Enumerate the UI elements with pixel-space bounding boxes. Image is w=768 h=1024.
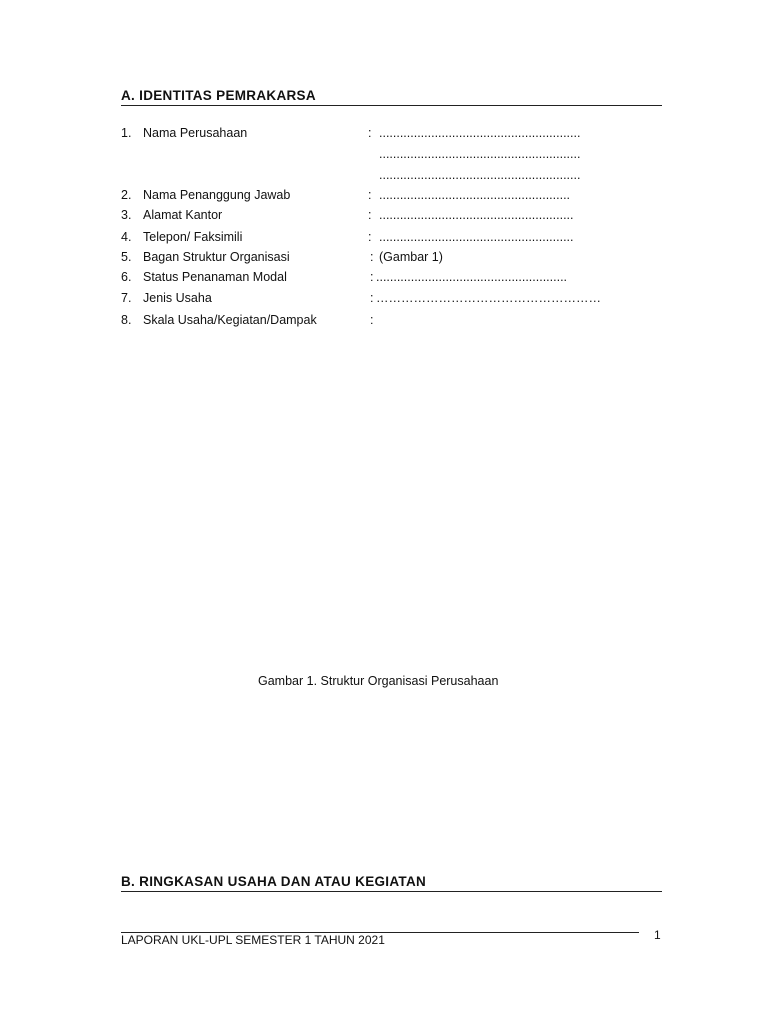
field-label: Skala Usaha/Kegiatan/Dampak: [143, 313, 317, 327]
field-number: 2.: [121, 188, 132, 202]
field-value: .......................................................: [376, 270, 568, 284]
field-label: Nama Perusahaan: [143, 126, 248, 140]
field-label: Alamat Kantor: [143, 208, 223, 222]
field-number: 1.: [121, 126, 132, 140]
field-value: ........................................................: [379, 208, 574, 222]
field-colon: :: [370, 270, 374, 284]
field-colon: :: [368, 208, 372, 222]
section-a-heading: A. IDENTITAS PEMRAKARSA: [121, 88, 662, 106]
field-label: Telepon/ Faksimili: [143, 230, 243, 244]
page-number: 1: [654, 928, 661, 942]
figure-caption: Gambar 1. Struktur Organisasi Perusahaan: [258, 674, 499, 688]
field-number: 7.: [121, 291, 132, 305]
field-colon: :: [368, 126, 372, 140]
field-label: Jenis Usaha: [143, 291, 212, 305]
field-value: .......................................................: [379, 188, 571, 202]
field-number: 3.: [121, 208, 132, 222]
field-number: 5.: [121, 250, 132, 264]
field-colon: :: [370, 291, 374, 305]
field-value-continuation: ..........................................................: [379, 147, 581, 161]
field-number: 6.: [121, 270, 132, 284]
field-value: ..........................................................: [379, 126, 581, 140]
field-number: 4.: [121, 230, 132, 244]
field-colon: :: [368, 188, 372, 202]
field-label: Nama Penanggung Jawab: [143, 188, 291, 202]
field-colon: :: [368, 230, 372, 244]
field-number: 8.: [121, 313, 132, 327]
section-b-heading: B. RINGKASAN USAHA DAN ATAU KEGIATAN: [121, 874, 662, 892]
field-label: Bagan Struktur Organisasi: [143, 250, 290, 264]
field-colon: :: [370, 313, 374, 327]
field-label: Status Penanaman Modal: [143, 270, 287, 284]
field-value: ………………………………………………: [376, 291, 601, 305]
field-value: (Gambar 1): [379, 250, 443, 264]
field-value-continuation: ..........................................................: [379, 168, 581, 182]
footer-report-title: LAPORAN UKL-UPL SEMESTER 1 TAHUN 2021: [121, 932, 639, 947]
field-value: ........................................................: [379, 230, 574, 244]
field-colon: :: [370, 250, 374, 264]
